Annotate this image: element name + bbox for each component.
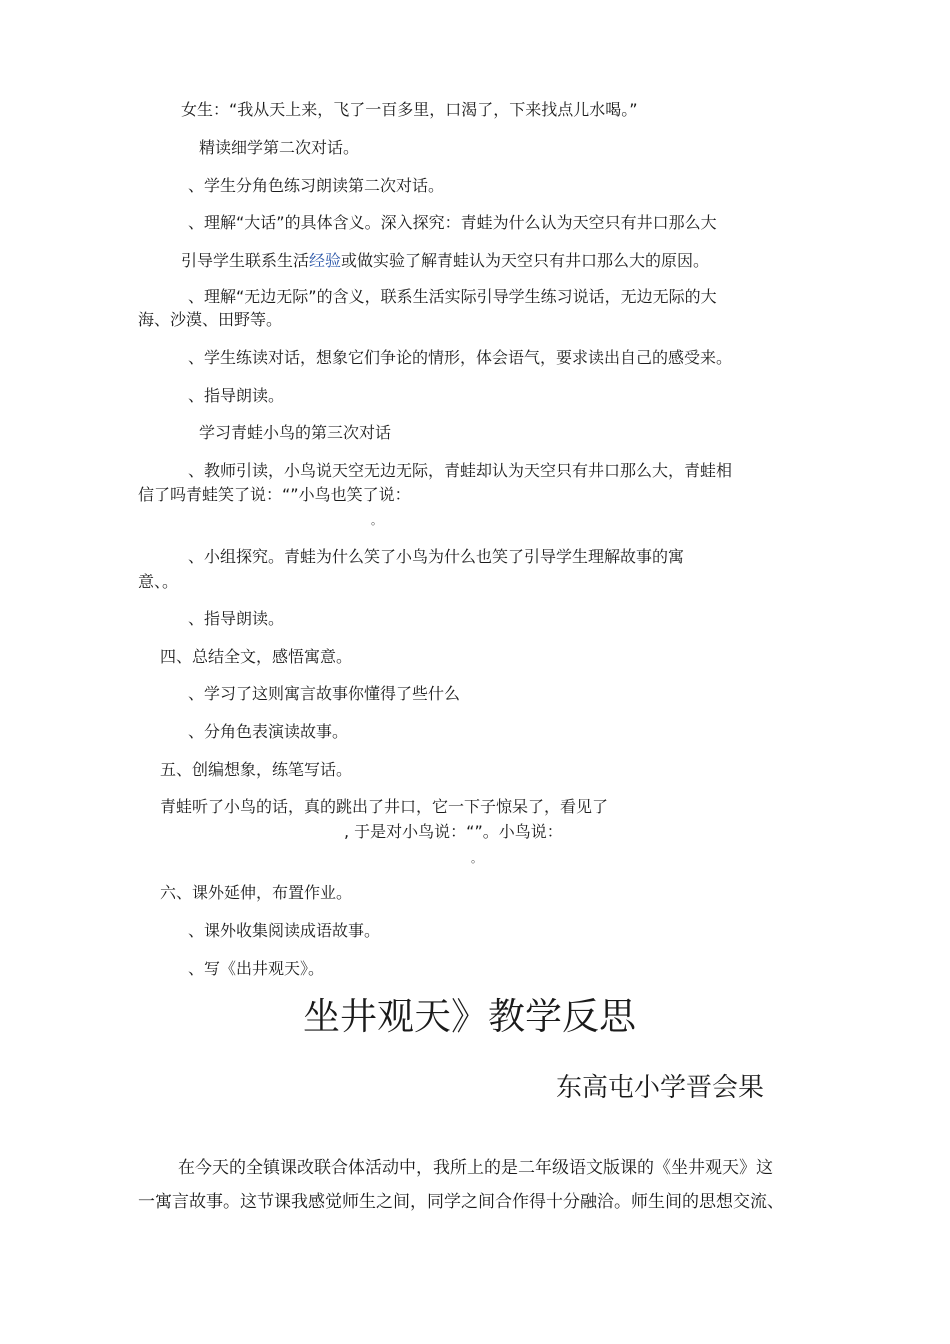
text-line: 、课外收集阅读成语故事。 bbox=[188, 921, 381, 940]
text-line bbox=[181, 251, 709, 271]
text-line: 女生：“我从天上来，飞了一百多里，口渴了，下来找点儿水喝。” bbox=[181, 100, 638, 119]
text-line: 、学生练读对话，想象它们争论的情形，体会语气，要求读出自己的感受来。 bbox=[188, 348, 733, 367]
section-heading: 六、课外延伸，布置作业。 bbox=[160, 883, 353, 902]
author-name: 东高屯小学晋会果 bbox=[556, 1073, 765, 1103]
text-line: 学习青蛙小鸟的第三次对话 bbox=[199, 423, 392, 442]
text-line: 。 bbox=[471, 852, 482, 865]
text-segment: 或做实验了解青蛙认为天空只有井口那么大的原因。 bbox=[341, 251, 710, 270]
text-line: 、学习了这则寓言故事你懂得了些什么 bbox=[188, 684, 461, 703]
page-title: 坐井观天》教学反思 bbox=[303, 995, 636, 1038]
paragraph-line: 在今天的全镇课改联合体活动中，我所上的是二年级语文版课的《坐井观天》这 bbox=[178, 1158, 773, 1178]
section-heading: 五、创编想象，练笔写话。 bbox=[160, 760, 353, 779]
text-line: 、学生分角色练习朗读第二次对话。 bbox=[188, 176, 445, 195]
text-line: 、小组探究。青蛙为什么笑了小鸟为什么也笑了引导学生理解故事的寓 bbox=[188, 547, 685, 566]
experience-link[interactable]: 经验 bbox=[309, 251, 342, 270]
paragraph-line: 一寓言故事。这节课我感觉师生之间，同学之间合作得十分融洽。师生间的思想交流、 bbox=[138, 1192, 784, 1212]
text-line: 、分角色表演读故事。 bbox=[188, 722, 349, 741]
section-heading: 四、总结全文，感悟寓意。 bbox=[160, 647, 353, 666]
text-line: 意、。 bbox=[138, 572, 179, 591]
text-line: 、写《出井观天》。 bbox=[188, 959, 325, 978]
text-line: 海、沙漠、田野等。 bbox=[138, 310, 283, 329]
text-line: 。 bbox=[371, 514, 382, 527]
text-segment: 引导学生联系生活 bbox=[181, 251, 310, 270]
text-line: 、教师引读，小鸟说天空无边无际，青蛙却认为天空只有井口那么大，青蛙相 bbox=[188, 461, 733, 480]
text-line: 青蛙听了小鸟的话，真的跳出了井口，它一下子惊呆了，看见了 bbox=[160, 797, 609, 816]
text-line: 、指导朗读。 bbox=[188, 386, 285, 405]
text-line: 、理解“大话”的具体含义。深入探究：青蛙为什么认为天空只有井口那么大 bbox=[188, 213, 717, 232]
text-line: 精读细学第二次对话。 bbox=[199, 138, 360, 157]
text-line: 、理解“无边无际”的含义，联系生活实际引导学生练习说话，无边无际的大 bbox=[188, 287, 717, 306]
text-line: 信了吗青蛙笑了说：“”小鸟也笑了说： bbox=[138, 485, 411, 504]
text-line: , 于是对小鸟说：“”。小鸟说： bbox=[344, 822, 563, 841]
text-line: 、指导朗读。 bbox=[188, 609, 285, 628]
